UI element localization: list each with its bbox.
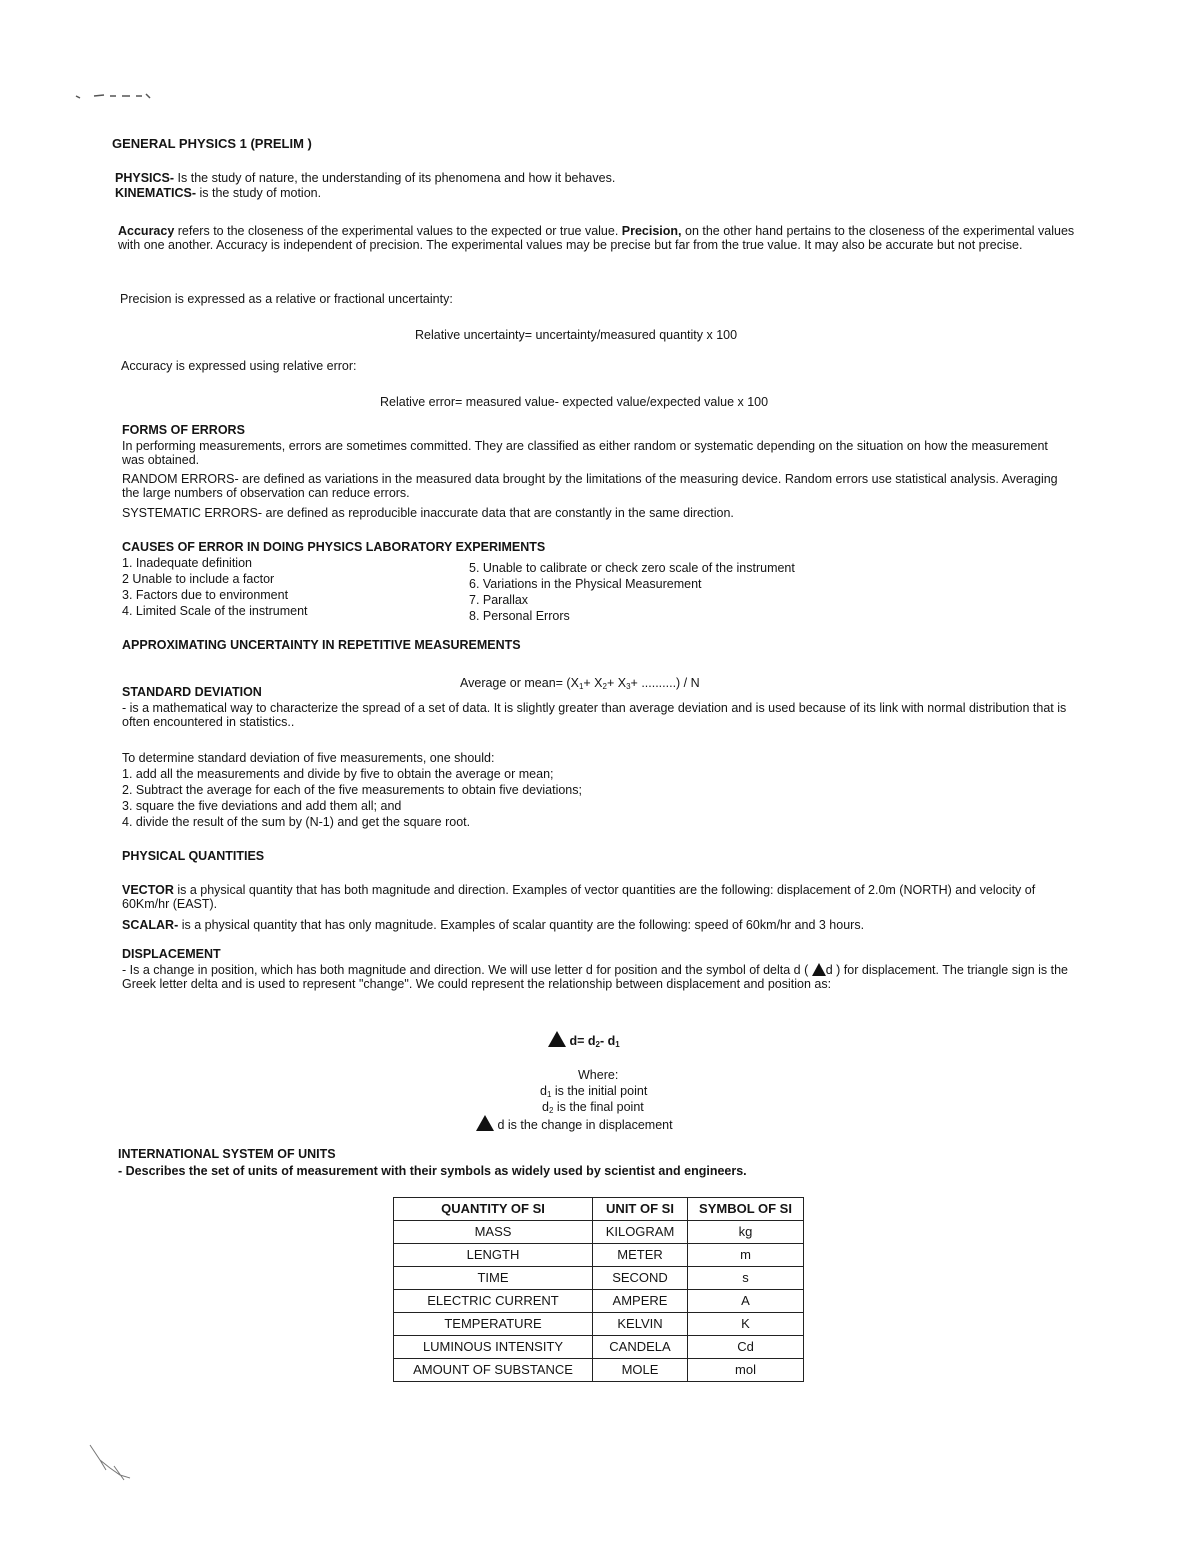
delta-icon [548,1031,566,1047]
list-item: 2 Unable to include a factor [122,572,275,586]
d1-text: d [540,1084,547,1098]
kinematics-definition [115,186,321,200]
table-row [394,1290,804,1313]
scan-artifact-mark [70,88,160,104]
accuracy-term: Accuracy [118,224,175,238]
table-cell: MASS [394,1221,593,1244]
random-errors-text: RANDOM ERRORS- are defined as variations in the measured data brought by the limitations of the measuring device. Random errors use statistical analysis. Averaging the large numbers of observation can reduce errors. [122,472,1058,500]
subscript: 2 [595,1040,600,1049]
table-cell: m [688,1244,804,1267]
table-cell: MOLE [593,1359,688,1382]
d2-text: is the final point [553,1100,644,1114]
precision-term: Precision, [621,224,682,238]
table-cell: s [688,1267,804,1290]
table-cell: AMOUNT OF SUBSTANCE [394,1359,593,1382]
list-item: 5. Unable to calibrate or check zero scale of the instrument [469,561,795,575]
forms-of-errors-intro: In performing measurements, errors are sometimes committed. They are classified as either random or systematic depending on the situation on how the measurement was obtained. [122,439,1048,467]
scalar-term: SCALAR- [122,918,179,932]
table-cell: LUMINOUS INTENSITY [394,1336,593,1359]
list-item: 3. Factors due to environment [122,588,289,602]
displacement-text-b: d ) for displacement. The triangle sign is the Greek letter delta and is used to represent "change". We could represent the relationship between displacement and position as: [122,963,1069,991]
accuracy-expressed: Accuracy is expressed using relative error: [121,359,357,373]
table-header-row [394,1198,804,1221]
list-item: 1. Inadequate definition [122,556,252,570]
forms-of-errors-heading: FORMS OF ERRORS [122,423,245,437]
subscript: 1 [578,682,584,691]
si-text: - Describes the set of units of measurement with their symbols as widely used by scientist and engineers. [118,1164,747,1178]
list-item: 6. Variations in the Physical Measurement [469,577,702,591]
vector-term: VECTOR [122,883,174,897]
table-row [394,1267,804,1290]
list-item: 3. square the five deviations and add them all; and [122,799,402,813]
table-cell: KELVIN [593,1313,688,1336]
table-header: UNIT OF SI [593,1198,688,1221]
table-row [394,1336,804,1359]
kinematics-text: is the study of motion. [196,186,322,200]
table-cell: mol [688,1359,804,1382]
table-cell: A [688,1290,804,1313]
si-heading: INTERNATIONAL SYSTEM OF UNITS [118,1147,336,1161]
subscript: 3 [626,682,631,691]
where-label: Where: [578,1068,619,1082]
subscript: 1 [615,1040,620,1049]
delta-d-definition [476,1115,673,1132]
table-cell: ELECTRIC CURRENT [394,1290,593,1313]
precision-expressed: Precision is expressed as a relative or fractional uncertainty: [120,292,453,306]
table-cell: METER [593,1244,688,1267]
kinematics-term: KINEMATICS- [115,186,197,200]
precision-text: on the other hand pertains to the closeness of the experimental values with one another. Accuracy is independent of precision. The experimental values may be precise but far from the true value. It may also be accurate but not precise. [118,224,1075,252]
std-dev-text: - is a mathematical way to characterize the spread of a set of data. It is slightly greater than average deviation and is used because of its link with normal distribution that is often encountered in statistics.. [122,701,1067,729]
approx-heading: APPROXIMATING UNCERTAINTY IN REPETITIVE MEASUREMENTS [122,638,521,652]
delta-d-text: d is the change in displacement [494,1118,673,1132]
relative-error-formula: Relative error= measured value- expected value/expected value x 100 [380,395,769,409]
mean-text: + ..........) / N [630,676,700,690]
formula-text: d= d [569,1034,596,1048]
relative-uncertainty-formula: Relative uncertainty= uncertainty/measured quantity x 100 [415,328,738,342]
table-cell: CANDELA [593,1336,688,1359]
physical-quantities-heading: PHYSICAL QUANTITIES [122,849,265,863]
displacement-heading: DISPLACEMENT [122,947,221,961]
subscript: 1 [546,1090,552,1099]
causes-list-left [122,556,308,620]
delta-icon [476,1115,494,1131]
page-title: GENERAL PHYSICS 1 (PRELIM ) [112,136,312,151]
displacement-text [122,963,1082,991]
mean-text: Average or mean= (X [460,676,579,690]
displacement-formula [548,1031,620,1048]
list-item: 8. Personal Errors [469,609,570,623]
table-header: QUANTITY OF SI [394,1198,593,1221]
delta-icon [812,963,826,976]
vector-paragraph [122,883,1072,911]
std-dev-steps-intro: To determine standard deviation of five measurements, one should: [122,751,495,765]
table-header: SYMBOL OF SI [688,1198,804,1221]
mean-formula [460,676,700,690]
physics-text: Is the study of nature, the understanding of its phenomena and how it behaves. [174,171,616,185]
physics-term: PHYSICS- [115,171,175,185]
mean-text: + X [583,676,603,690]
table-cell: SECOND [593,1267,688,1290]
causes-list-right [469,561,795,625]
table-cell: kg [688,1221,804,1244]
causes-heading: CAUSES OF ERROR IN DOING PHYSICS LABORATORY EXPERIMENTS [122,540,546,554]
list-item: 4. Limited Scale of the instrument [122,604,308,618]
std-dev-steps [122,767,582,831]
table-cell: TEMPERATURE [394,1313,593,1336]
displacement-text-a: - Is a change in position, which has both magnitude and direction. We will use letter d for position and the symbol of delta d ( [122,963,812,977]
table-row [394,1221,804,1244]
d2-definition [542,1100,644,1114]
subscript: 2 [548,1106,554,1115]
scalar-paragraph [122,918,1072,932]
accuracy-paragraph [118,224,1083,252]
accuracy-text: refers to the closeness of the experimental values to the expected or true value. [174,224,622,238]
table-row [394,1359,804,1382]
systematic-errors-text: SYSTEMATIC ERRORS- are defined as reproducible inaccurate data that are constantly in the same direction. [122,506,734,520]
subscript: 2 [602,682,607,691]
table-row [394,1313,804,1336]
scalar-text: is a physical quantity that has only magnitude. Examples of scalar quantity are the following: speed of 60km/hr and 3 hours. [178,918,865,932]
physics-definition [115,171,615,185]
d1-text: is the initial point [551,1084,648,1098]
table-cell: Cd [688,1336,804,1359]
table-cell: TIME [394,1267,593,1290]
list-item: 1. add all the measurements and divide by five to obtain the average or mean; [122,767,554,781]
list-item: 7. Parallax [469,593,529,607]
mean-text: + X [606,676,627,690]
table-cell: K [688,1313,804,1336]
d2-text: d [542,1100,549,1114]
table-cell: AMPERE [593,1290,688,1313]
std-dev-heading: STANDARD DEVIATION [122,685,262,699]
table-cell: KILOGRAM [593,1221,688,1244]
si-units-table [393,1197,804,1382]
scan-artifact-smudge [80,1440,140,1485]
list-item: 2. Subtract the average for each of the five measurements to obtain five deviations; [122,783,582,797]
d1-definition [540,1084,647,1098]
list-item: 4. divide the result of the sum by (N-1) and get the square root. [122,815,471,829]
table-row [394,1244,804,1267]
vector-text: is a physical quantity that has both magnitude and direction. Examples of vector quantities are the following: displacement of 2.0m (NORTH) and velocity of 60Km/hr (EAST). [122,883,1036,911]
table-cell: LENGTH [394,1244,593,1267]
formula-text: - d [599,1034,616,1048]
